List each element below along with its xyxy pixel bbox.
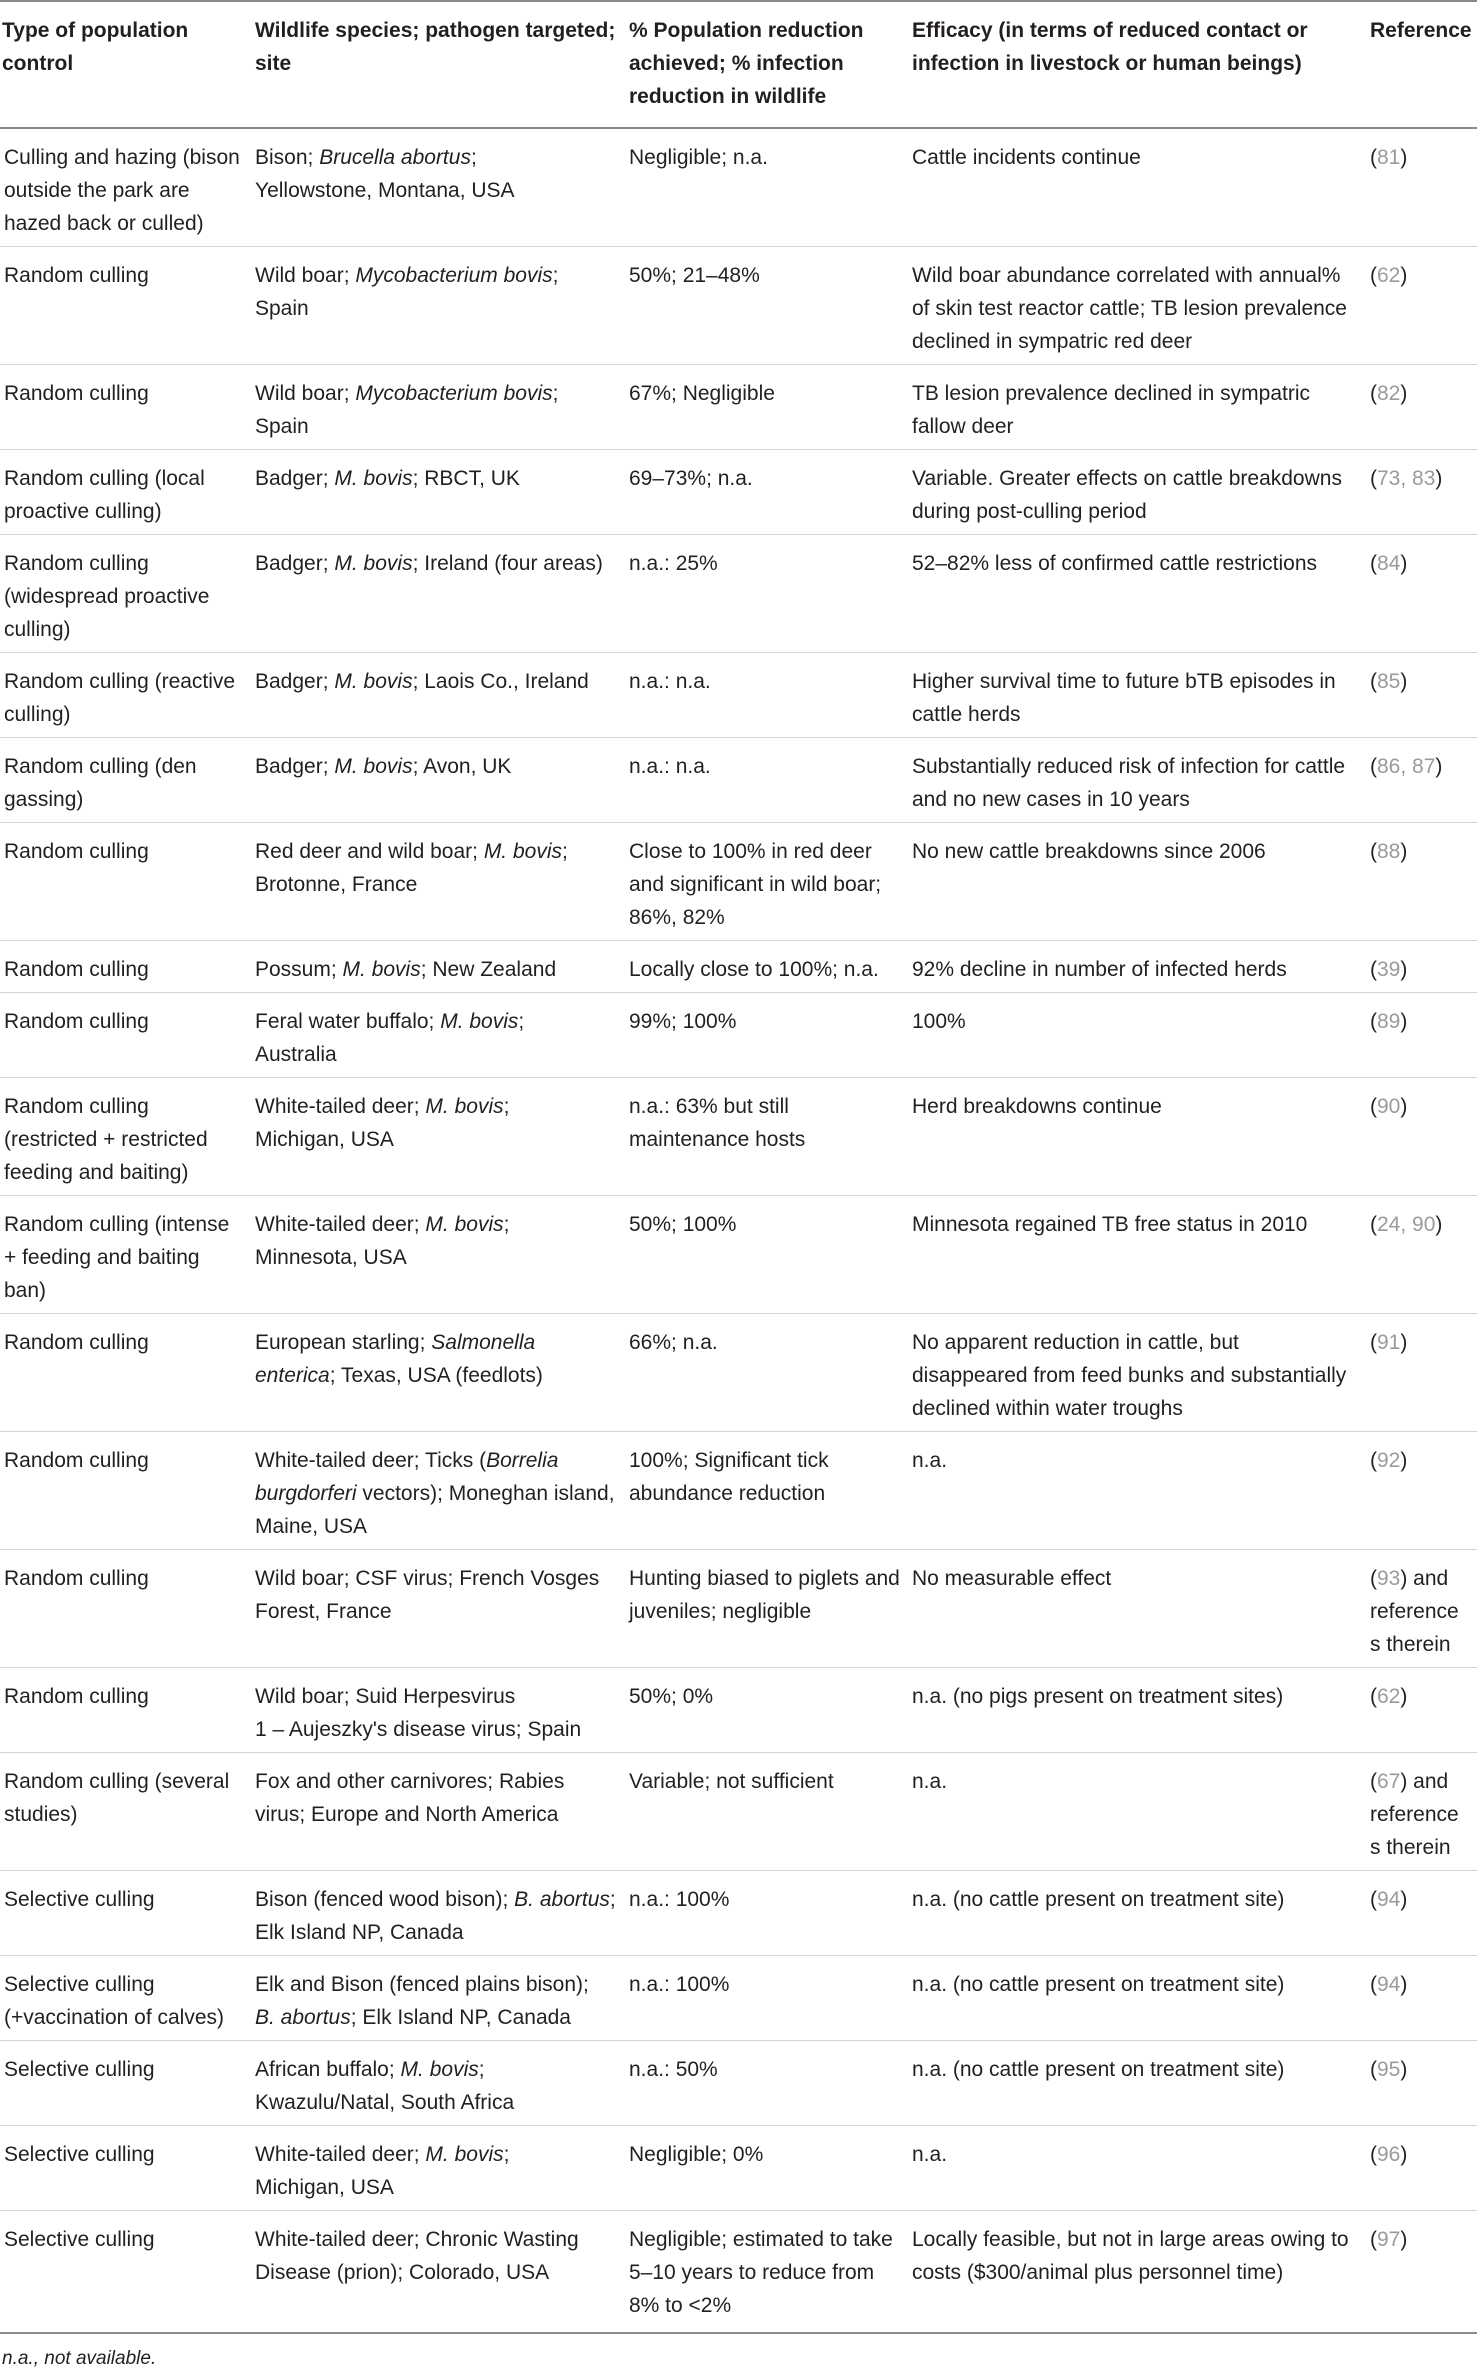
cell-control: Random culling — [0, 365, 251, 450]
site-text: ; Brotonne, France — [255, 840, 568, 896]
cell-reduction: n.a.: 100% — [625, 1956, 908, 2041]
cell-control: Selective culling — [0, 2041, 251, 2126]
cell-species — [251, 535, 625, 653]
reference-link[interactable]: 90 — [1377, 1095, 1401, 1118]
ref-close: ) — [1435, 1213, 1443, 1236]
table-row — [0, 450, 1477, 535]
table-row — [0, 1956, 1477, 2041]
species-text: Wild boar; — [255, 264, 356, 287]
pathogen-name: B. abortus — [255, 2006, 351, 2029]
header-species: Wildlife species; pathogen targeted; site — [251, 1, 625, 128]
table-row — [0, 1078, 1477, 1196]
cell-reduction: Negligible; estimated to take 5–10 years to reduce from 8% to <2% — [625, 2211, 908, 2334]
cell-efficacy: n.a. (no cattle present on treatment site) — [908, 2041, 1366, 2126]
cell-control: Random culling (several studies) — [0, 1753, 251, 1871]
ref-open: ( — [1370, 146, 1377, 169]
cell-reference — [1366, 1432, 1477, 1550]
ref-close: ) — [1435, 467, 1443, 490]
cell-reduction: Variable; not sufficient — [625, 1753, 908, 1871]
site-text: ; Michigan, USA — [255, 1095, 510, 1151]
cell-control: Culling and hazing (bison outside the park are hazed back or culled) — [0, 128, 251, 247]
cell-reference — [1366, 941, 1477, 993]
pathogen-name: M. bovis — [425, 1213, 504, 1236]
cell-control: Random culling — [0, 823, 251, 941]
cell-control: Random culling — [0, 1668, 251, 1753]
cell-species — [251, 128, 625, 247]
species-text: Badger; — [255, 467, 335, 490]
ref-open: ( — [1370, 264, 1377, 287]
cell-control: Random culling — [0, 1314, 251, 1432]
cell-reference — [1366, 993, 1477, 1078]
species-text: Bison (fenced wood bison); — [255, 1888, 515, 1911]
cell-reduction: n.a.: n.a. — [625, 738, 908, 823]
cell-reduction: Close to 100% in red deer and significant in wild boar; 86%, 82% — [625, 823, 908, 941]
ref-open: ( — [1370, 467, 1377, 490]
cell-reference — [1366, 2041, 1477, 2126]
cell-reference — [1366, 365, 1477, 450]
ref-close: ) — [1400, 958, 1408, 981]
cell-reference — [1366, 1314, 1477, 1432]
cell-reference — [1366, 2126, 1477, 2211]
cell-reduction: 66%; n.a. — [625, 1314, 908, 1432]
cell-control: Random culling (widespread proactive culling) — [0, 535, 251, 653]
ref-close: ) — [1400, 2228, 1408, 2251]
footnote: n.a., not available. — [2, 2348, 157, 2369]
table-row — [0, 128, 1477, 247]
ref-open: ( — [1370, 552, 1377, 575]
reference-link[interactable]: 86, 87 — [1377, 755, 1436, 778]
cell-reduction: 99%; 100% — [625, 993, 908, 1078]
pathogen-name: M. bovis — [342, 958, 421, 981]
ref-close: ) — [1400, 1331, 1408, 1354]
species-text: Wild boar; CSF virus; French Vosges Forest, France — [255, 1567, 600, 1623]
cell-reference — [1366, 1078, 1477, 1196]
cell-species — [251, 653, 625, 738]
cell-efficacy: 92% decline in number of infected herds — [908, 941, 1366, 993]
cell-species — [251, 450, 625, 535]
pathogen-name: M. bovis — [334, 552, 413, 575]
table-row — [0, 2041, 1477, 2126]
ref-close: ) — [1400, 1685, 1408, 1708]
ref-open: ( — [1370, 1213, 1377, 1236]
site-text: ; Australia — [255, 1010, 525, 1066]
cell-efficacy: Higher survival time to future bTB episodes in cattle herds — [908, 653, 1366, 738]
cell-species — [251, 738, 625, 823]
cell-reduction: 50%; 0% — [625, 1668, 908, 1753]
species-text: Badger; — [255, 552, 335, 575]
reference-link[interactable]: 97 — [1377, 2228, 1401, 2251]
pathogen-name: M. bovis — [334, 670, 413, 693]
ref-open: ( — [1370, 1888, 1377, 1911]
cell-reference — [1366, 1196, 1477, 1314]
cell-control: Random culling (den gassing) — [0, 738, 251, 823]
cell-reference — [1366, 823, 1477, 941]
cell-efficacy: Locally feasible, but not in large areas owing to costs ($300/animal plus personnel time) — [908, 2211, 1366, 2334]
cell-control: Random culling — [0, 1432, 251, 1550]
site-text: ; New Zealand — [420, 958, 557, 981]
cell-species — [251, 1550, 625, 1668]
cell-species — [251, 823, 625, 941]
site-text: ; Spain — [255, 382, 559, 438]
table-row — [0, 247, 1477, 365]
cell-efficacy: n.a. (no cattle present on treatment site) — [908, 1871, 1366, 1956]
reference-link[interactable]: 92 — [1377, 1449, 1401, 1472]
cell-control: Selective culling — [0, 2126, 251, 2211]
pathogen-name: M. bovis — [425, 2143, 504, 2166]
site-text: ; Yellowstone, Montana, USA — [255, 146, 515, 202]
cell-control: Random culling — [0, 1550, 251, 1668]
cell-species — [251, 993, 625, 1078]
reference-link[interactable]: 96 — [1377, 2143, 1401, 2166]
pathogen-name: M. bovis — [425, 1095, 504, 1118]
cell-reduction: n.a.: 63% but still maintenance hosts — [625, 1078, 908, 1196]
cell-reduction: 67%; Negligible — [625, 365, 908, 450]
cell-control: Random culling — [0, 247, 251, 365]
species-text: African buffalo; — [255, 2058, 401, 2081]
site-text: ; Spain — [255, 264, 559, 320]
site-text: ; Kwazulu/Natal, South Africa — [255, 2058, 515, 2114]
ref-open: ( — [1370, 1095, 1377, 1118]
cell-reduction: n.a.: 100% — [625, 1871, 908, 1956]
ref-open: ( — [1370, 2228, 1377, 2251]
reference-link[interactable]: 73, 83 — [1377, 467, 1436, 490]
cell-reduction: n.a.: 50% — [625, 2041, 908, 2126]
pathogen-name: M. bovis — [334, 755, 413, 778]
cell-reduction: Negligible; n.a. — [625, 128, 908, 247]
cell-reference — [1366, 1956, 1477, 2041]
cell-species — [251, 1314, 625, 1432]
table-row — [0, 1196, 1477, 1314]
cell-species — [251, 2126, 625, 2211]
ref-open: ( — [1370, 2143, 1377, 2166]
cell-control: Random culling (intense + feeding and baiting ban) — [0, 1196, 251, 1314]
cell-reference — [1366, 1668, 1477, 1753]
cell-reduction: n.a.: 25% — [625, 535, 908, 653]
pathogen-name: Brucella abortus — [319, 146, 471, 169]
pathogen-name: M. bovis — [400, 2058, 479, 2081]
cell-reference — [1366, 450, 1477, 535]
ref-open: ( — [1370, 1567, 1377, 1590]
pathogen-name: Mycobacterium bovis — [355, 264, 553, 287]
site-text: ; Laois Co., Ireland — [412, 670, 589, 693]
cell-reference — [1366, 535, 1477, 653]
cell-efficacy: n.a. (no pigs present on treatment sites) — [908, 1668, 1366, 1753]
pathogen-name: M. bovis — [440, 1010, 519, 1033]
cell-species — [251, 1196, 625, 1314]
cell-reduction: Hunting biased to piglets and juveniles; negligible — [625, 1550, 908, 1668]
table-row — [0, 1432, 1477, 1550]
cell-efficacy: Wild boar abundance correlated with annual% of skin test reactor cattle; TB lesion prevalence declined in sympatric red deer — [908, 247, 1366, 365]
species-text: European starling; — [255, 1331, 432, 1354]
cell-efficacy: Variable. Greater effects on cattle breakdowns during post-culling period — [908, 450, 1366, 535]
ref-close: ) — [1400, 840, 1408, 863]
pathogen-name: Salmonella enterica — [255, 1331, 536, 1387]
reference-link[interactable]: 24, 90 — [1377, 1213, 1436, 1236]
site-text: ; Elk Island NP, Canada — [255, 1888, 616, 1944]
ref-close: ) — [1400, 670, 1408, 693]
site-text: ; Minnesota, USA — [255, 1213, 510, 1269]
ref-open: ( — [1370, 670, 1377, 693]
table-row — [0, 2211, 1477, 2334]
cell-species — [251, 1871, 625, 1956]
cell-reference — [1366, 1550, 1477, 1668]
reference-link[interactable]: 89 — [1377, 1010, 1401, 1033]
species-text: Elk and Bison (fenced plains bison); — [255, 1973, 589, 1996]
cell-efficacy: Cattle incidents continue — [908, 128, 1366, 247]
table-row — [0, 1550, 1477, 1668]
pathogen-name: M. bovis — [334, 467, 413, 490]
header-reference: Reference — [1366, 1, 1477, 128]
species-text: Feral water buffalo; — [255, 1010, 441, 1033]
species-text: Red deer and wild boar; — [255, 840, 484, 863]
table-row — [0, 535, 1477, 653]
cell-efficacy: 52–82% less of confirmed cattle restrictions — [908, 535, 1366, 653]
cell-control: Random culling (restricted + restricted feeding and baiting) — [0, 1078, 251, 1196]
species-text: White-tailed deer; Ticks ( — [255, 1449, 487, 1472]
ref-close: ) — [1400, 382, 1408, 405]
ref-close: ) — [1400, 2058, 1408, 2081]
cell-control: Random culling (local proactive culling) — [0, 450, 251, 535]
site-text: ; Ireland (four areas) — [412, 552, 603, 575]
reference-link[interactable]: 39 — [1377, 958, 1401, 981]
reference-link[interactable]: 62 — [1377, 1685, 1401, 1708]
cell-efficacy: Herd breakdowns continue — [908, 1078, 1366, 1196]
table-row — [0, 2126, 1477, 2211]
ref-open: ( — [1370, 1685, 1377, 1708]
site-text: ; RBCT, UK — [412, 467, 520, 490]
cell-efficacy: n.a. — [908, 1753, 1366, 1871]
species-text: Badger; — [255, 755, 335, 778]
ref-open: ( — [1370, 1770, 1377, 1793]
table-row — [0, 993, 1477, 1078]
cell-reference — [1366, 653, 1477, 738]
reference-link[interactable]: 82 — [1377, 382, 1401, 405]
ref-close: ) — [1400, 264, 1408, 287]
reference-link[interactable]: 84 — [1377, 552, 1401, 575]
header-row — [0, 1, 1477, 128]
pathogen-name: B. abortus — [514, 1888, 610, 1911]
ref-open: ( — [1370, 1449, 1377, 1472]
cell-efficacy: 100% — [908, 993, 1366, 1078]
table-row — [0, 823, 1477, 941]
table-row — [0, 365, 1477, 450]
ref-open: ( — [1370, 958, 1377, 981]
cell-reduction: 100%; Significant tick abundance reduction — [625, 1432, 908, 1550]
cell-reduction: Negligible; 0% — [625, 2126, 908, 2211]
cell-reduction: 50%; 21–48% — [625, 247, 908, 365]
cell-efficacy: Minnesota regained TB free status in 2010 — [908, 1196, 1366, 1314]
cell-efficacy: No new cattle breakdowns since 2006 — [908, 823, 1366, 941]
reference-link[interactable]: 91 — [1377, 1331, 1401, 1354]
cell-species — [251, 2211, 625, 2334]
header-reduction: % Population reduction achieved; % infection reduction in wildlife — [625, 1, 908, 128]
table-body — [0, 128, 1477, 2333]
cell-species — [251, 2041, 625, 2126]
cell-reference — [1366, 1753, 1477, 1871]
cell-species — [251, 247, 625, 365]
site-text: ; Elk Island NP, Canada — [350, 2006, 571, 2029]
ref-close: ) — [1400, 146, 1408, 169]
cell-reference — [1366, 1871, 1477, 1956]
site-text: ; Michigan, USA — [255, 2143, 510, 2199]
reference-link[interactable]: 94 — [1377, 1973, 1401, 1996]
cell-control: Selective culling — [0, 1871, 251, 1956]
species-text: Badger; — [255, 670, 335, 693]
cell-species — [251, 1432, 625, 1550]
cell-species — [251, 1668, 625, 1753]
ref-close: ) — [1400, 2143, 1408, 2166]
cell-reference — [1366, 128, 1477, 247]
cell-efficacy: n.a. (no cattle present on treatment site) — [908, 1956, 1366, 2041]
cell-species — [251, 1078, 625, 1196]
cell-efficacy: No measurable effect — [908, 1550, 1366, 1668]
pathogen-name: Borrelia burgdorferi — [255, 1449, 559, 1505]
cell-species — [251, 1956, 625, 2041]
reference-link[interactable]: 85 — [1377, 670, 1401, 693]
species-text: White-tailed deer; — [255, 1213, 426, 1236]
reference-link[interactable]: 62 — [1377, 264, 1401, 287]
species-text: Fox and other carnivores; Rabies virus; Europe and North America — [255, 1770, 565, 1826]
ref-open: ( — [1370, 1010, 1377, 1033]
ref-open: ( — [1370, 2058, 1377, 2081]
cell-reference — [1366, 247, 1477, 365]
species-text: Possum; — [255, 958, 343, 981]
ref-close: ) — [1400, 552, 1408, 575]
table-row — [0, 1753, 1477, 1871]
ref-close: ) and references therein — [1370, 1770, 1459, 1859]
site-text: vectors); Moneghan island, Maine, USA — [255, 1482, 615, 1538]
ref-close: ) — [1400, 1973, 1408, 1996]
site-text: ; Texas, USA (feedlots) — [329, 1364, 543, 1387]
cell-reduction: Locally close to 100%; n.a. — [625, 941, 908, 993]
pathogen-name: M. bovis — [483, 840, 562, 863]
reference-link[interactable]: 67 — [1377, 1770, 1401, 1793]
ref-close: ) — [1400, 1010, 1408, 1033]
header-efficacy: Efficacy (in terms of reduced contact or infection in livestock or human beings) — [908, 1, 1366, 128]
cell-species — [251, 365, 625, 450]
reference-link[interactable]: 88 — [1377, 840, 1401, 863]
cell-reference — [1366, 738, 1477, 823]
cell-species — [251, 941, 625, 993]
cell-species — [251, 1753, 625, 1871]
cell-efficacy: n.a. — [908, 1432, 1366, 1550]
species-text: Wild boar; — [255, 382, 356, 405]
cell-control: Selective culling (+vaccination of calves) — [0, 1956, 251, 2041]
species-text: Bison; — [255, 146, 320, 169]
cell-reduction: 50%; 100% — [625, 1196, 908, 1314]
reference-link[interactable]: 81 — [1377, 146, 1401, 169]
site-text: ; Avon, UK — [412, 755, 512, 778]
table-row — [0, 941, 1477, 993]
cell-efficacy: Substantially reduced risk of infection for cattle and no new cases in 10 years — [908, 738, 1366, 823]
table-row — [0, 1668, 1477, 1753]
ref-close: ) — [1400, 1888, 1408, 1911]
ref-close: ) — [1400, 1095, 1408, 1118]
ref-open: ( — [1370, 840, 1377, 863]
ref-open: ( — [1370, 382, 1377, 405]
cell-reference — [1366, 2211, 1477, 2334]
table-row — [0, 1314, 1477, 1432]
cell-control: Random culling — [0, 993, 251, 1078]
reference-link[interactable]: 94 — [1377, 1888, 1401, 1911]
table-row — [0, 1871, 1477, 1956]
ref-close: ) — [1435, 755, 1443, 778]
ref-open: ( — [1370, 1331, 1377, 1354]
cell-efficacy: No apparent reduction in cattle, but disappeared from feed bunks and substantially declined within water troughs — [908, 1314, 1366, 1432]
species-text: White-tailed deer; — [255, 2143, 426, 2166]
table-row — [0, 738, 1477, 823]
header-control: Type of population control — [0, 1, 251, 128]
table-row — [0, 653, 1477, 738]
ref-open: ( — [1370, 1973, 1377, 1996]
cell-control: Random culling (reactive culling) — [0, 653, 251, 738]
ref-open: ( — [1370, 755, 1377, 778]
cell-reduction: 69–73%; n.a. — [625, 450, 908, 535]
cell-reduction: n.a.: n.a. — [625, 653, 908, 738]
ref-close: ) — [1400, 1449, 1408, 1472]
cell-efficacy: n.a. — [908, 2126, 1366, 2211]
species-text: White-tailed deer; Chronic Wasting Disease (prion); Colorado, USA — [255, 2228, 579, 2284]
cell-control: Random culling — [0, 941, 251, 993]
cell-efficacy: TB lesion prevalence declined in sympatric fallow deer — [908, 365, 1366, 450]
species-text: Wild boar; Suid Herpesvirus 1 – Aujeszky's disease virus; Spain — [255, 1685, 582, 1741]
ref-close: ) and references therein — [1370, 1567, 1459, 1656]
reference-link[interactable]: 93 — [1377, 1567, 1401, 1590]
cell-control: Selective culling — [0, 2211, 251, 2334]
reference-link[interactable]: 95 — [1377, 2058, 1401, 2081]
pathogen-name: Mycobacterium bovis — [355, 382, 553, 405]
species-text: White-tailed deer; — [255, 1095, 426, 1118]
